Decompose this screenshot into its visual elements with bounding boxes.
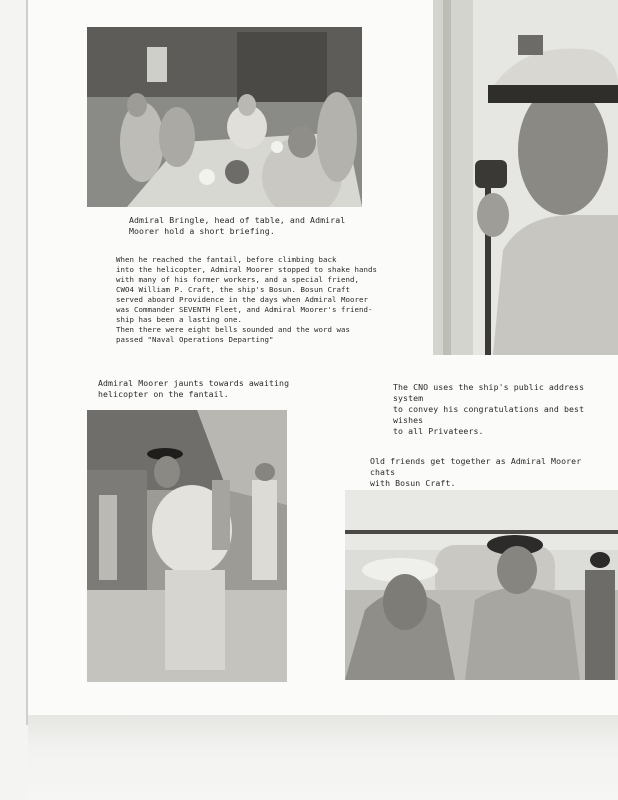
photo-briefing bbox=[87, 27, 362, 207]
caption-old-friends: Old friends get together as Admiral Moorer chats with Bosun Craft. bbox=[370, 456, 582, 488]
caption-pa-system: The CNO uses the ship's public address system to convey his congratulations and best wishes to all Privateers. bbox=[393, 382, 585, 436]
photo-pa-system bbox=[433, 0, 618, 355]
page-shadow bbox=[28, 715, 618, 800]
caption-jaunts: Admiral Moorer jaunts towards awaiting helicopter on the fantail. bbox=[98, 378, 290, 399]
photo-old-friends bbox=[345, 490, 618, 680]
caption-briefing: Admiral Bringle, head of table, and Admiral Moorer hold a short briefing. bbox=[129, 215, 346, 236]
article-body: When he reached the fantail, before climbing back into the helicopter, Admiral Moorer stopped to shake hands with many of his former workers, and a special friend, CWO4 William P. Craft, the ship's Bosun. Bosun Craft served aboard Providence in the days when Admiral Moorer was Commander SEVENTH Fleet, and Admiral Moorer's friend- ship has been a lasting one. Then there were eight bells sounded and the word was passed "Naval Operations Departing" bbox=[116, 255, 377, 344]
photo-jaunts bbox=[87, 410, 287, 682]
